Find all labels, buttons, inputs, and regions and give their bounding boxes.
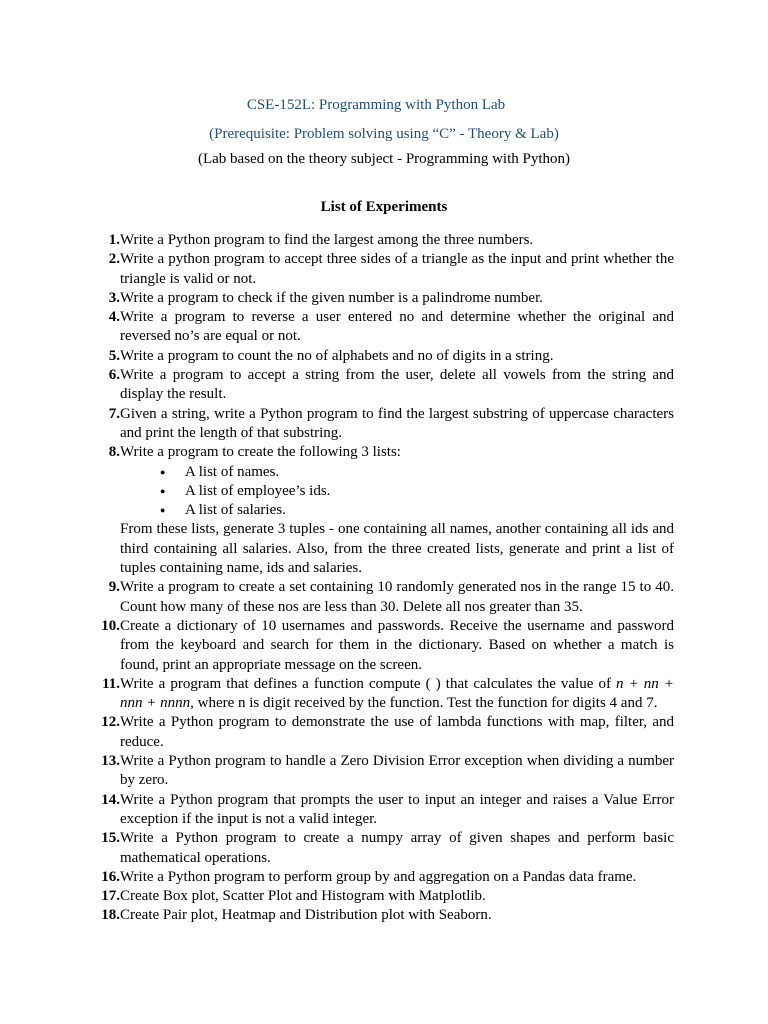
list-item bbox=[94, 829, 674, 868]
list-item bbox=[94, 675, 674, 714]
item-text: Write a program to accept a string from the user, delete all vowels from the string and display the result. bbox=[120, 367, 674, 403]
item-number: 18. bbox=[101, 907, 120, 924]
item-text bbox=[120, 675, 674, 714]
item-text: Write a program to reverse a user entered no and determine whether the original and reversed no’s are equal or not. bbox=[120, 309, 674, 345]
item-number: 11. bbox=[102, 675, 120, 692]
item-text: Given a string, write a Python program to find the largest substring of uppercase characters and print the length of that substring. bbox=[120, 405, 674, 441]
sub-list-item bbox=[120, 482, 674, 501]
item-number: 6. bbox=[108, 367, 120, 384]
list-item bbox=[94, 906, 674, 925]
item-number: 7. bbox=[108, 405, 120, 422]
item-number: 10. bbox=[101, 617, 120, 634]
sub-list-item bbox=[120, 463, 674, 482]
prerequisite-note: (Prerequisite: Problem solving using “C” - Theory & Lab) bbox=[209, 126, 559, 142]
sub-item-text: A list of salaries. bbox=[185, 502, 286, 519]
item-text: Write a Python program to demonstrate the use of lambda functions with map, filter, and reduce. bbox=[120, 714, 674, 750]
list-item bbox=[94, 713, 674, 752]
item-text: Write a program to create the following 3 lists: bbox=[120, 444, 401, 461]
item-text: Create Pair plot, Heatmap and Distribution plot with Seaborn. bbox=[120, 907, 492, 924]
item-number: 13. bbox=[101, 753, 120, 770]
bullet-icon: ● bbox=[160, 485, 166, 496]
list-item bbox=[94, 231, 674, 250]
item-number: 3. bbox=[108, 289, 120, 306]
item-number: 9. bbox=[108, 579, 120, 596]
list-item bbox=[94, 617, 674, 675]
item-number: 17. bbox=[101, 888, 120, 905]
item-continuation-text: From these lists, generate 3 tuples - one containing all names, another containing all ids and third containing all salaries. Also, from the three created lists, generate and print a list of tuples containing name, ids and salaries. bbox=[120, 521, 674, 577]
list-item bbox=[94, 250, 674, 289]
list-heading: List of Experiments bbox=[320, 199, 448, 215]
item-text-before: Write a program that defines a function compute ( ) that calculates the value of bbox=[120, 675, 617, 692]
list-item bbox=[94, 289, 674, 308]
bullet-icon: ● bbox=[160, 466, 166, 477]
item-text: Write a program to check if the given number is a palindrome number. bbox=[120, 289, 544, 306]
item-text: Write a Python program to handle a Zero Division Error exception when dividing a number by zero. bbox=[120, 753, 674, 789]
item-number: 2. bbox=[108, 251, 120, 268]
list-item bbox=[94, 347, 674, 366]
list-item bbox=[94, 791, 674, 830]
item-text: Write a Python program that prompts the user to input an integer and raises a Value Error exception if the input is not a valid integer. bbox=[120, 791, 674, 827]
list-item bbox=[94, 366, 674, 405]
sub-item-text: A list of names. bbox=[185, 463, 280, 480]
experiment-list bbox=[94, 231, 674, 926]
item-text: Write a python program to accept three sides of a triangle as the input and print whether the triangle is valid or not. bbox=[120, 251, 674, 287]
item-text-after: , where n is digit received by the function. Test the function for digits 4 and 7. bbox=[190, 695, 658, 712]
item-text: Write a Python program to find the largest among the three numbers. bbox=[120, 232, 534, 248]
list-item bbox=[94, 443, 674, 578]
sub-item-text: A list of employee’s ids. bbox=[185, 482, 331, 499]
list-item bbox=[94, 868, 674, 887]
list-item bbox=[94, 752, 674, 791]
sub-list-item bbox=[120, 501, 674, 520]
item-text: Write a Python program to perform group by and aggregation on a Pandas data frame. bbox=[120, 868, 637, 885]
item-text: Write a program to count the no of alphabets and no of digits in a string. bbox=[120, 347, 554, 364]
formula: n + nn + nnn + nnnn bbox=[120, 675, 674, 712]
item-number: 16. bbox=[101, 868, 120, 885]
sub-bullet-list bbox=[120, 463, 674, 521]
item-number: 1. bbox=[108, 232, 120, 248]
based-on-note: (Lab based on the theory subject - Programming with Python) bbox=[197, 151, 570, 167]
item-text: Create a dictionary of 10 usernames and passwords. Receive the username and password from the keyboard and search for them in the dictionary. Based on whether a match is found, print an appropriate message on the screen. bbox=[120, 617, 674, 673]
bullet-icon: ● bbox=[160, 505, 166, 516]
list-item bbox=[94, 887, 674, 906]
item-number: 14. bbox=[101, 791, 120, 808]
item-text: Write a program to create a set containing 10 randomly generated nos in the range 15 to 40. Count how many of these nos are less than 30. Delete all nos greater than 35. bbox=[120, 579, 674, 615]
list-item bbox=[94, 578, 674, 617]
item-number: 12. bbox=[101, 714, 120, 731]
item-number: 4. bbox=[108, 309, 120, 326]
item-number: 5. bbox=[108, 347, 120, 364]
item-number: 8. bbox=[108, 444, 120, 461]
item-text: Write a Python program to create a numpy array of given shapes and perform basic mathematical operations. bbox=[120, 830, 674, 866]
list-item bbox=[94, 308, 674, 347]
list-item bbox=[94, 405, 674, 444]
course-title: CSE-152L: Programming with Python Lab bbox=[246, 97, 506, 113]
item-text: Create Box plot, Scatter Plot and Histogram with Matplotlib. bbox=[120, 888, 486, 905]
item-number: 15. bbox=[101, 830, 120, 847]
